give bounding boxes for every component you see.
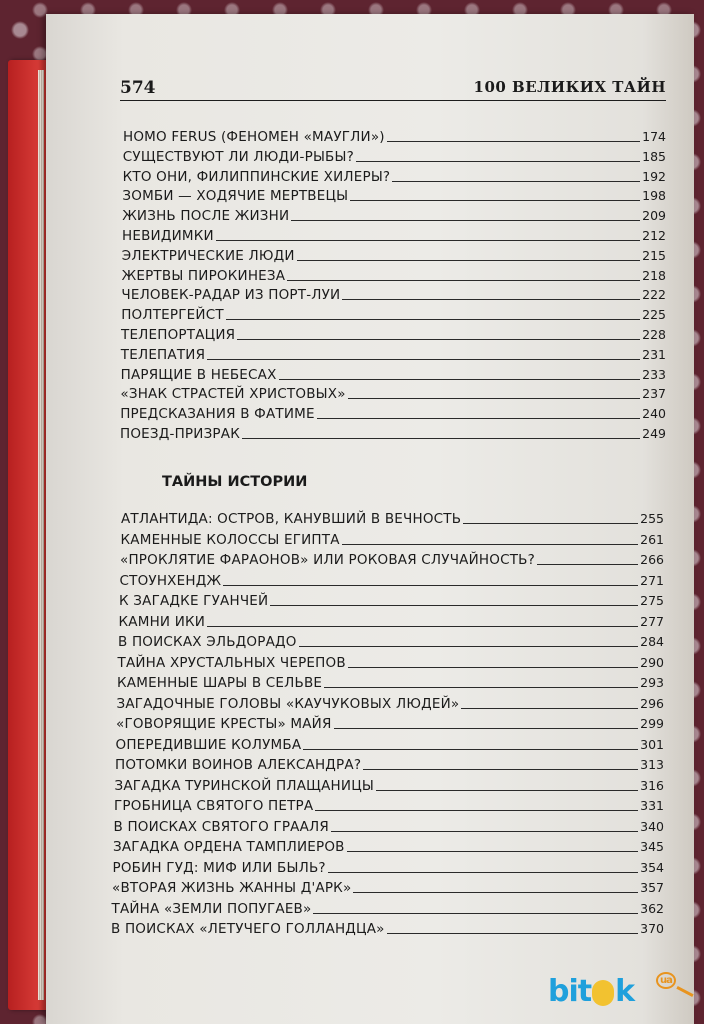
toc-leader-line xyxy=(356,161,640,162)
toc-leader-line xyxy=(270,605,638,606)
toc-entry-page: 271 xyxy=(640,572,664,588)
page-header xyxy=(120,76,666,101)
toc-entry xyxy=(115,754,664,773)
toc-entry xyxy=(121,344,666,363)
toc-entry-page: 198 xyxy=(642,188,666,204)
toc-entry-title: ТАЙНА «ЗЕМЛИ ПОПУГАЕВ» xyxy=(111,900,312,917)
toc-entry xyxy=(112,898,665,917)
toc-leader-line xyxy=(353,892,638,893)
toc-leader-line xyxy=(324,687,638,688)
toc-leader-line xyxy=(313,913,638,914)
toc-entry xyxy=(116,713,664,732)
toc-entry-page: 266 xyxy=(640,552,664,567)
toc-entry xyxy=(114,816,665,835)
toc-entry-page: 174 xyxy=(642,129,666,144)
toc-leader-line xyxy=(392,181,640,182)
toc-entry xyxy=(120,383,666,402)
toc-leader-line xyxy=(348,398,640,399)
toc-leader-line xyxy=(328,872,638,873)
toc-entry-page: 299 xyxy=(640,716,664,731)
watermark-badge: ua xyxy=(656,972,676,989)
toc-entry-title: HOMO FERUS (ФЕНОМЕН «МАУГЛИ») xyxy=(123,129,385,145)
toc-entry-page: 331 xyxy=(640,798,664,813)
toc-entry-title: ГРОБНИЦА СВЯТОГО ПЕТРА xyxy=(114,798,314,814)
toc-leader-line xyxy=(279,379,641,380)
toc-leader-line xyxy=(348,667,638,668)
toc-entry xyxy=(121,364,666,383)
toc-entry xyxy=(122,225,666,244)
toc-entry-page: 185 xyxy=(642,148,666,164)
page-number: 574 xyxy=(120,78,156,98)
toc-entry xyxy=(121,529,665,548)
toc-leader-line xyxy=(342,544,638,545)
toc-entry xyxy=(122,185,666,204)
toc-entry-page: 354 xyxy=(640,859,664,875)
toc-entry-page: 345 xyxy=(640,839,664,854)
toc-entry-page: 301 xyxy=(640,736,664,752)
toc-entry xyxy=(121,508,664,527)
toc-entry-page: 212 xyxy=(642,228,666,243)
toc-entry-page: 290 xyxy=(640,654,664,670)
toc-entry xyxy=(117,693,665,712)
toc-entry-page: 237 xyxy=(642,386,666,402)
toc-entry-title: ТЕЛЕПАТИЯ xyxy=(120,346,206,363)
toc-entry-title: СТОУНХЕНДЖ xyxy=(119,572,222,589)
watermark-text: bit xyxy=(548,974,592,1009)
toc-entry-title: НЕВИДИМКИ xyxy=(122,228,214,244)
toc-entry-title: ЧЕЛОВЕК-РАДАР ИЗ ПОРТ-ЛУИ xyxy=(121,287,341,304)
toc-entry xyxy=(118,652,665,671)
toc-entry-page: 225 xyxy=(642,307,666,323)
toc-entry xyxy=(121,304,666,323)
toc-entry-page: 255 xyxy=(640,511,664,526)
toc-entry-page: 233 xyxy=(642,366,666,382)
toc-entry-page: 249 xyxy=(642,426,666,441)
toc-entry xyxy=(123,126,666,145)
toc-leader-line xyxy=(350,200,640,201)
toc-entry-title: КТО ОНИ, ФИЛИППИНСКИЕ ХИЛЕРЫ? xyxy=(122,168,391,185)
watermark-text-k: k xyxy=(615,974,635,1009)
toc-entry-page: 370 xyxy=(640,921,664,936)
toc-leader-line xyxy=(287,280,640,281)
toc-entry-title: ТАЙНА ХРУСТАЛЬНЫХ ЧЕРЕПОВ xyxy=(117,654,346,671)
toc-entry-title: В ПОИСКАХ СВЯТОГО ГРААЛЯ xyxy=(113,818,329,835)
toc-entry-title: ПРЕДСКАЗАНИЯ В ФАТИМЕ xyxy=(120,406,315,423)
toc-leader-line xyxy=(387,141,640,142)
toc-entry-title: КАМЕННЫЕ КОЛОССЫ ЕГИПТА xyxy=(120,531,340,548)
toc-leader-line xyxy=(461,708,638,709)
toc-entry-title: «ЗНАК СТРАСТЕЙ ХРИСТОВЫХ» xyxy=(120,386,346,403)
toc-entry-title: В ПОИСКАХ «ЛЕТУЧЕГО ГОЛЛАНДЦА» xyxy=(111,921,385,937)
toc-entry xyxy=(120,423,666,442)
toc-entry-page: 296 xyxy=(640,695,664,711)
toc-entry xyxy=(122,205,666,224)
toc-entry-title: В ПОИСКАХ ЭЛЬДОРАДО xyxy=(118,634,297,650)
toc-entry-page: 275 xyxy=(640,593,664,608)
toc-entry-title: ЗАГАДКА ОРДЕНА ТАМПЛИЕРОВ xyxy=(113,839,345,855)
toc-leader-line xyxy=(297,260,640,261)
toc-entry xyxy=(113,836,664,855)
toc-entry-page: 284 xyxy=(640,634,664,649)
toc-leader-line xyxy=(334,728,639,729)
toc-leader-line xyxy=(347,851,639,852)
toc-leader-line xyxy=(207,359,640,360)
toc-entry xyxy=(116,734,665,753)
toc-entry-title: «ПРОКЛЯТИЕ ФАРАОНОВ» ИЛИ РОКОВАЯ СЛУЧАЙНОСТЬ? xyxy=(120,552,535,568)
toc-entry xyxy=(120,570,665,589)
toc-leader-line xyxy=(463,523,638,524)
toc-entry-title: ЗАГАДКА ТУРИНСКОЙ ПЛАЩАНИЦЫ xyxy=(114,777,374,794)
running-title: 100 ВЕЛИКИХ ТАЙН xyxy=(473,78,666,96)
toc-entry xyxy=(117,672,664,691)
toc-leader-line xyxy=(226,319,640,320)
toc-entry-page: 231 xyxy=(642,346,666,362)
toc-leader-line xyxy=(223,585,638,586)
toc-entry-page: 222 xyxy=(642,287,666,303)
toc-entry-title: КАМНИ ИКИ xyxy=(118,613,206,630)
thumbs-up-icon xyxy=(592,980,614,1006)
toc-entry-title: ЗАГАДОЧНЫЕ ГОЛОВЫ «КАУЧУКОВЫХ ЛЮДЕЙ» xyxy=(116,695,460,712)
toc-leader-line xyxy=(237,339,640,340)
toc-leader-line xyxy=(363,769,638,770)
toc-entry xyxy=(123,146,666,165)
toc-entry-page: 340 xyxy=(640,818,664,834)
toc-leader-line xyxy=(537,564,638,565)
toc-entry-page: 192 xyxy=(642,168,666,184)
toc-entry-title: РОБИН ГУД: МИФ ИЛИ БЫЛЬ? xyxy=(112,859,326,876)
toc-entry-page: 357 xyxy=(640,880,664,895)
toc-entry-page: 209 xyxy=(642,208,666,224)
toc-entry xyxy=(113,857,665,876)
toc-entry xyxy=(120,403,666,422)
toc-leader-line xyxy=(315,810,638,811)
watermark-logo xyxy=(548,974,672,1014)
toc-entry xyxy=(122,245,666,264)
toc-leader-line xyxy=(207,626,638,627)
toc-entry-title: «ГОВОРЯЩИЕ КРЕСТЫ» МАЙЯ xyxy=(116,716,332,732)
toc-entry-title: «ВТОРАЯ ЖИЗНЬ ЖАННЫ Д'АРК» xyxy=(112,880,352,896)
toc-entry-title: ПОЕЗД-ПРИЗРАК xyxy=(120,426,240,442)
toc-entry-page: 293 xyxy=(640,675,664,690)
toc-entry-title: ПАРЯЩИЕ В НЕБЕСАХ xyxy=(120,366,277,383)
toc-entry-title: ТЕЛЕПОРТАЦИЯ xyxy=(121,327,236,343)
toc-entry-page: 313 xyxy=(640,757,664,772)
toc-entry-title: ЗОМБИ — ХОДЯЧИЕ МЕРТВЕЦЫ xyxy=(122,188,349,205)
toc-leader-line xyxy=(299,646,639,647)
toc-leader-line xyxy=(216,240,640,241)
toc-entry xyxy=(115,775,665,794)
toc-entry-title: ЖИЗНЬ ПОСЛЕ ЖИЗНИ xyxy=(122,208,290,225)
toc-leader-line xyxy=(317,418,640,419)
toc-entry xyxy=(120,549,664,568)
toc-entry-page: 362 xyxy=(640,900,664,916)
toc-entry-page: 228 xyxy=(642,327,666,342)
toc-entry xyxy=(121,284,666,303)
toc-entry xyxy=(123,166,666,185)
toc-entry xyxy=(119,590,664,609)
toc-entry xyxy=(118,631,664,650)
toc-entry-title: ПОТОМКИ ВОИНОВ АЛЕКСАНДРА? xyxy=(115,757,362,773)
toc-entry xyxy=(111,918,664,937)
toc-leader-line xyxy=(387,933,639,934)
page-edges xyxy=(38,70,44,1000)
toc-entry-title: АТЛАНТИДА: ОСТРОВ, КАНУВШИЙ В ВЕЧНОСТЬ xyxy=(121,511,462,527)
toc-entry-page: 316 xyxy=(640,777,664,793)
toc-leader-line xyxy=(376,790,638,791)
toc-leader-line xyxy=(242,438,640,439)
section-title: ТАЙНЫ ИСТОРИИ xyxy=(162,474,308,490)
toc-entry-title: КАМЕННЫЕ ШАРЫ В СЕЛЬВЕ xyxy=(117,675,323,691)
toc-leader-line xyxy=(291,220,640,221)
toc-entry xyxy=(119,611,665,630)
toc-entry-title: ЖЕРТВЫ ПИРОКИНЕЗА xyxy=(121,267,286,284)
toc-entry-page: 261 xyxy=(640,531,664,547)
toc-entry-title: ЭЛЕКТРИЧЕСКИЕ ЛЮДИ xyxy=(121,247,295,264)
toc-entry-title: ПОЛТЕРГЕЙСТ xyxy=(121,307,224,324)
toc-entry-page: 240 xyxy=(642,406,666,422)
toc-entry-page: 218 xyxy=(642,267,666,283)
toc-entry xyxy=(112,877,664,896)
toc-entry xyxy=(114,795,664,814)
toc-entry xyxy=(121,324,666,343)
toc-entry-title: СУЩЕСТВУЮТ ЛИ ЛЮДИ-РЫБЫ? xyxy=(122,148,354,165)
toc-leader-line xyxy=(303,749,638,750)
toc-leader-line xyxy=(342,299,640,300)
toc-entry-page: 215 xyxy=(642,247,666,263)
toc-entry-title: ОПЕРЕДИВШИЕ КОЛУМБА xyxy=(115,736,302,753)
toc-entry-page: 277 xyxy=(640,613,664,629)
toc-entry-title: К ЗАГАДКЕ ГУАНЧЕЙ xyxy=(119,593,269,609)
toc-entry xyxy=(122,265,666,284)
toc-leader-line xyxy=(331,831,638,832)
